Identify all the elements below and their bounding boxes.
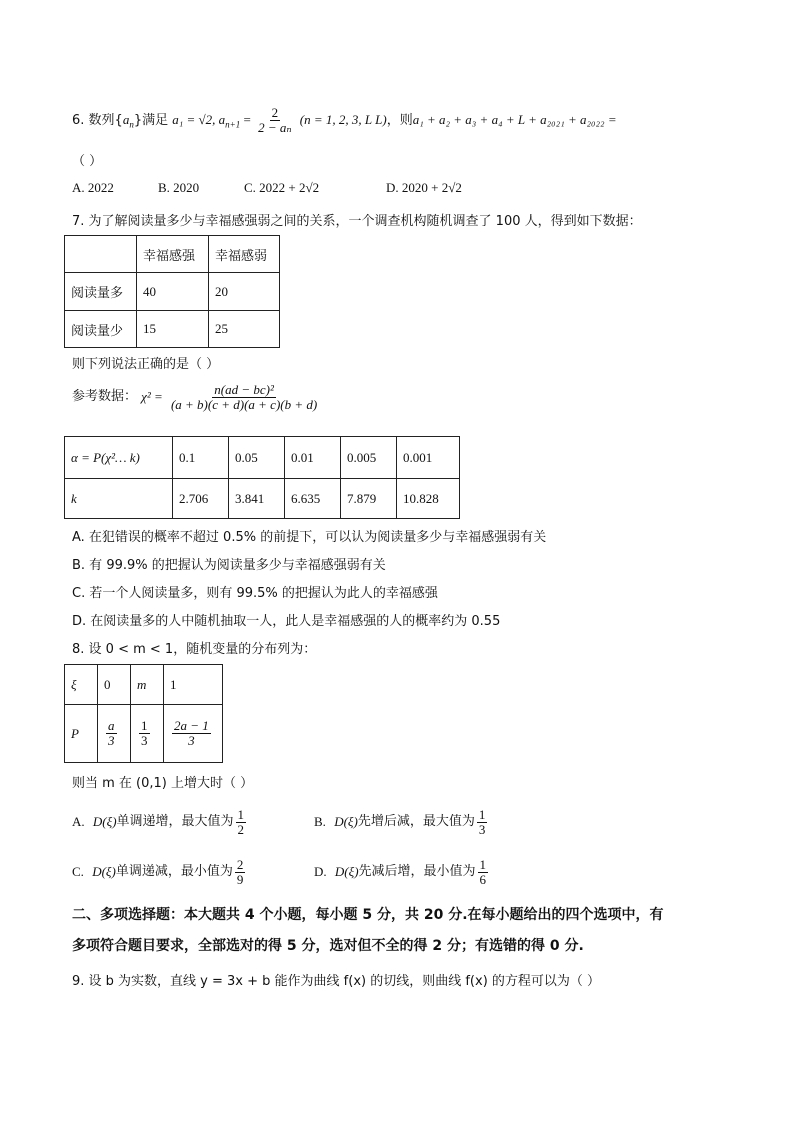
q8-opt-c-frac xyxy=(235,858,246,886)
q8-opt-c-num: 2 xyxy=(236,857,244,872)
q6-frac-den: 2 − aₙ xyxy=(258,120,292,135)
q7-header-empty xyxy=(65,236,137,273)
q7-ref-row2-label: k xyxy=(65,479,173,519)
q7-ref-row1-label: α = P(χ²… k) xyxy=(65,437,173,479)
q8-opt-d-num: 1 xyxy=(479,857,487,872)
q8-opt-c-label: C. xyxy=(72,864,84,880)
q8-p-frac-2 xyxy=(172,719,211,747)
q8-xi-label: ξ xyxy=(65,665,98,705)
q8-opt-b-text: 先增后减，最大值为 xyxy=(357,814,475,830)
q8-opt-c-text: 单调递减，最小值为 xyxy=(115,864,233,880)
q6-option-a: A. 2022 xyxy=(72,180,114,195)
q8-opt-d-expr: D(ξ) xyxy=(334,864,359,880)
seq-symbol: $a_n$ xyxy=(122,112,134,130)
q8-opt-c-den: 9 xyxy=(236,871,244,887)
q8-p0-num: a xyxy=(108,718,115,734)
q6-option-c: C. 2022 + 2√2 xyxy=(244,180,320,195)
q8-opt-a-frac xyxy=(236,808,247,836)
q7-row2-label: 阅读量少 xyxy=(65,311,137,348)
q8-xi-0: 0 xyxy=(98,665,131,705)
q8-p1-num: 1 xyxy=(141,718,148,734)
q7-header-strong: 幸福感强 xyxy=(137,236,209,273)
q7-row1-weak: 20 xyxy=(209,273,280,311)
q8-xi-m: m xyxy=(131,665,164,705)
q6-stem xyxy=(72,106,617,139)
q8-question: 则当 m 在 (0,1) 上增大时（ ） xyxy=(72,776,254,791)
q6-range: (n = 1, 2, 3, L L) xyxy=(299,112,387,127)
q8-opt-b-label: B. xyxy=(314,814,326,830)
q8-opt-a-den: 2 xyxy=(237,821,245,837)
q8-opt-b-frac xyxy=(477,808,488,836)
q6-frac-num: 2 xyxy=(271,105,279,121)
q7-row2-strong: 15 xyxy=(137,311,209,348)
q7-chi-den: (a + b)(c + d)(a + c)(b + d) xyxy=(170,396,318,412)
q8-opt-c-expr: D(ξ) xyxy=(92,864,116,880)
q7-option-a: A. 在犯错误的概率不超过 0.5% 的前提下，可以认为阅读量多少与幸福感强弱有关 xyxy=(72,530,547,545)
q7-option-c: C. 若一个人阅读量多，则有 99.5% 的把握认为此人的幸福感强 xyxy=(72,586,438,601)
q7-k-val-1: 3.841 xyxy=(229,479,285,519)
q8-p-frac-1 xyxy=(139,719,150,747)
q8-opt-d-frac xyxy=(478,858,489,886)
q6-formula-n1: n+1 xyxy=(225,119,241,130)
q7-ref-val-2: 0.01 xyxy=(285,437,341,479)
q6-mid: }满足 xyxy=(133,113,169,128)
q7-chi-lhs: χ² = xyxy=(141,389,163,405)
q8-stem: 8. 设 0 < m < 1，随机变量的分布列为： xyxy=(72,642,317,657)
q8-opt-a-num: 1 xyxy=(237,807,245,822)
q8-opt-b-den: 3 xyxy=(478,821,486,837)
q7-reference-table xyxy=(64,436,460,519)
q7-reference xyxy=(72,383,321,411)
q6-formula-a1: a₁ = √2, a xyxy=(172,112,226,127)
q7-k-val-0: 2.706 xyxy=(173,479,229,519)
q7-option-d: D. 在阅读量多的人中随机抽取一人，此人是幸福感强的人的概率约为 0.55 xyxy=(72,614,501,629)
q7-row1-label: 阅读量多 xyxy=(65,273,137,311)
q7-ref-label: 参考数据： xyxy=(72,389,138,405)
q7-row2-weak: 25 xyxy=(209,311,280,348)
q7-chi-fraction xyxy=(169,383,319,411)
q8-p2-den: 3 xyxy=(188,733,195,748)
q7-stem: 7. 为了解阅读量多少与幸福感强弱之间的关系，一个调查机构随机调查了 100 人，得到如下数据： xyxy=(72,214,642,229)
q8-opt-b-expr: D(ξ) xyxy=(334,814,358,830)
q7-chi-num: n(ad − bc)² xyxy=(214,382,274,397)
q6-option-b: B. 2020 xyxy=(158,180,200,195)
section2-heading-line2: 多项符合题目要求，全部选对的得 5 分，选对但不全的得 2 分；有选错的得 0 分. xyxy=(72,938,584,954)
q7-row1-strong: 40 xyxy=(137,273,209,311)
q8-opt-a-expr: D(ξ) xyxy=(92,814,117,830)
q6-prefix: 6. 数列{ xyxy=(72,113,123,128)
q8-distribution-table xyxy=(64,664,223,763)
q8-p-frac-0 xyxy=(106,719,117,747)
q8-xi-1: 1 xyxy=(164,665,223,705)
q8-opt-a-label: A. xyxy=(72,814,85,830)
q7-question: 则下列说法正确的是（ ） xyxy=(72,357,220,372)
q8-opt-d-den: 6 xyxy=(479,871,487,887)
q7-header-weak: 幸福感弱 xyxy=(209,236,280,273)
q8-option-d xyxy=(314,858,490,886)
q8-p-cell-0 xyxy=(98,705,131,763)
q7-ref-val-1: 0.05 xyxy=(229,437,285,479)
q6-option-d: D. 2020 + 2√2 xyxy=(386,180,462,195)
q8-p-cell-2 xyxy=(164,705,223,763)
q8-p-label: P xyxy=(65,705,98,763)
q7-ref-val-4: 0.001 xyxy=(397,437,460,479)
q6-fraction xyxy=(256,106,294,134)
q7-k-val-2: 6.635 xyxy=(285,479,341,519)
q7-option-b: B. 有 99.9% 的把握认为阅读量多少与幸福感强弱有关 xyxy=(72,558,386,573)
q7-data-table xyxy=(64,235,280,348)
q7-k-val-3: 7.879 xyxy=(341,479,397,519)
q8-opt-b-num: 1 xyxy=(478,807,486,822)
q8-option-a xyxy=(72,808,248,836)
q6-then: ，则 xyxy=(386,113,413,128)
q8-p-cell-1 xyxy=(131,705,164,763)
q8-option-b xyxy=(314,808,489,836)
q8-p1-den: 3 xyxy=(141,733,148,748)
q6-sum: a₁ + a₂ + a₃ + a₄ + L + a₂₀₂₁ + a₂₀₂₂ = xyxy=(412,112,617,127)
q8-p0-den: 3 xyxy=(108,733,115,748)
section2-heading-line1: 二、多项选择题：本大题共 4 个小题，每小题 5 分，共 20 分.在每小题给出的四个选项中，有 xyxy=(72,907,664,923)
q8-opt-d-text: 先减后增，最小值为 xyxy=(358,864,476,880)
q7-ref-val-3: 0.005 xyxy=(341,437,397,479)
q8-opt-a-text: 单调递增，最大值为 xyxy=(116,814,234,830)
q6-paren: （ ） xyxy=(72,154,103,169)
q8-p2-num: 2a − 1 xyxy=(174,718,209,734)
q8-option-c xyxy=(72,858,247,886)
q7-k-val-4: 10.828 xyxy=(397,479,460,519)
q8-opt-d-label: D. xyxy=(314,864,327,880)
q9-stem: 9. 设 b 为实数，直线 y = 3x + b 能作为曲线 f(x) 的切线，则曲线 f(x) 的方程可以为（ ） xyxy=(72,974,601,989)
q6-equals: = xyxy=(240,112,255,127)
q7-ref-val-0: 0.1 xyxy=(173,437,229,479)
